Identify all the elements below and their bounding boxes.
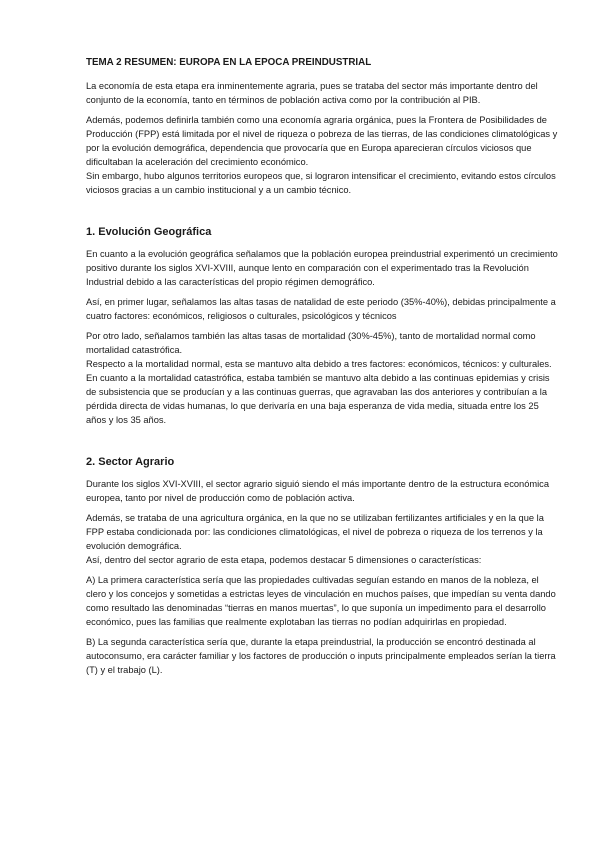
intro-paragraph-2: Además, podemos definirla también como una economía agraria orgánica, pues la Frontera de Posibilidades de Producción (FPP) está limitada por el nivel de riqueza o pobreza de las tierras, de las condiciones climatológicas y por la evolución demográfica, dependencia que provocaría que en Europa aparecieran círculos viciosos que dificultaban la aceleración del crecimiento económico.	[86, 115, 558, 167]
section-spacer	[86, 203, 560, 225]
section1-paragraph-1: En cuanto a la evolución geográfica señalamos que la población europea preindustrial experimentó un crecimiento positivo durante los siglos XVI-XVIII, aunque lento en comparación con el experimentado tras la Revolución Industrial debido a las características del propio régimen demográfico.	[86, 249, 558, 287]
section1-paragraph-5: En cuanto a la mortalidad catastrófica, estaba también se mantuvo alta debido a las continuas epidemias y crisis de subsistencia que se producían y a las continuas guerras, que agravaban las dos anteriores y contribuían a la pérdida directa de vidas humanas, lo que derivaría en una baja esperanza de vida media, situada entre los 25 años y los 35 años.	[86, 373, 550, 425]
section2-paragraph-4: A) La primera característica sería que las propiedades cultivadas seguían estando en manos de la nobleza, el clero y los concejos y sometidas a estrictas leyes de vinculación en muchos países, que impedían su venta dando como resultado las denominadas “tierras en manos muertas”, lo que suponía un impedimento para el desarrollo económico, pues las familias que realmente explotaban las tierras no podían adquirirlas en propiedad.	[86, 575, 556, 627]
section-spacer	[86, 433, 560, 455]
intro-paragraph-1: La economía de esta etapa era inminentemente agraria, pues se trataba del sector más importante dentro del conjunto de la economía, tanto en términos de población activa como por la contribución al PIB.	[86, 81, 538, 105]
section1-paragraph-4: Respecto a la mortalidad normal, esta se mantuvo alta debido a tres factores: económicos, técnicos: y culturales.	[86, 359, 552, 369]
document-title: TEMA 2 RESUMEN: EUROPA EN LA EPOCA PREINDUSTRIAL	[86, 57, 372, 68]
intro-paragraph-3: Sin embargo, hubo algunos territorios europeos que, si lograron intensificar el crecimiento, evitando estos círculos viciosos gracias a un cambio institucional y a un cambio técnico.	[86, 171, 556, 195]
section2-paragraph-5: B) La segunda característica sería que, durante la etapa preindustrial, la producción se encontró destinada al autoconsumo, era carácter familiar y los factores de producción o inputs principalmente empleados serían la tierra (T) y el trabajo (L).	[86, 637, 556, 675]
section-heading-sector-agrario: 2. Sector Agrario	[86, 456, 175, 468]
section1-paragraph-3: Por otro lado, señalamos también las altas tasas de mortalidad (30%-45%), tanto de mortalidad normal como mortalidad catastrófica.	[86, 331, 536, 355]
section2-paragraph-2: Además, se trataba de una agricultura orgánica, en la que no se utilizaban fertilizantes artificiales y en la que la FPP estaba condicionada por: las condiciones climatológicas, el nivel de pobreza o riqueza de los terrenos y la evolución demográfica.	[86, 513, 544, 551]
section2-paragraph-1: Durante los siglos XVI-XVIII, el sector agrario siguió siendo el más importante dentro de la estructura económica europea, tanto por nivel de producción como de población activa.	[86, 479, 550, 503]
section-heading-evolucion: 1. Evolución Geográfica	[86, 226, 212, 238]
section2-paragraph-3: Así, dentro del sector agrario de esta etapa, podemos destacar 5 dimensiones o características:	[86, 555, 482, 565]
section1-paragraph-2: Así, en primer lugar, señalamos las altas tasas de natalidad de este periodo (35%-40%), debidas principalmente a cuatro factores: económicos, religiosos o culturales, psicológicos y técnicos	[86, 297, 556, 321]
